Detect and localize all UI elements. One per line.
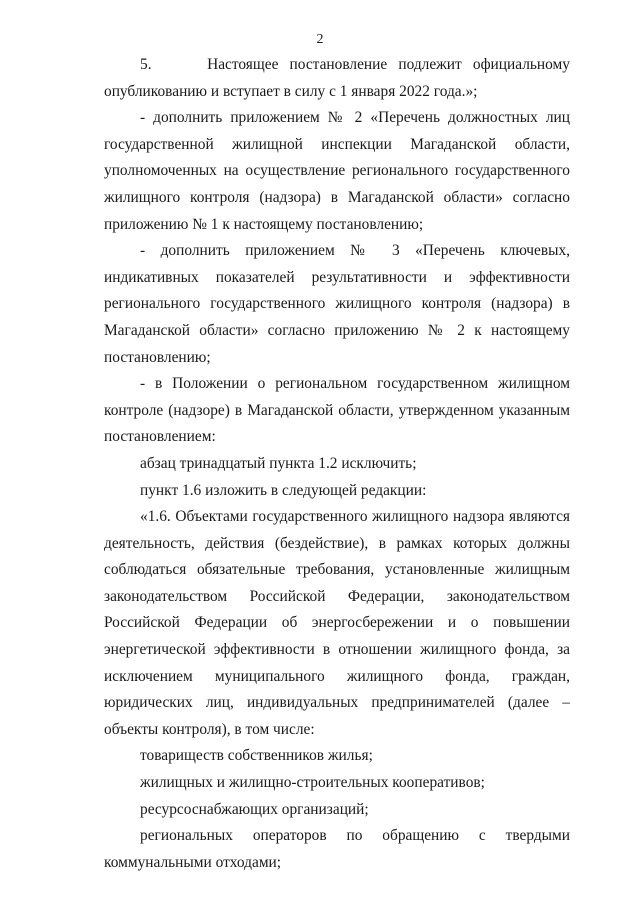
page-number: 2 (316, 32, 324, 47)
list-item-cooperatives: жилищных и жилищно-строительных кооперативов; (140, 774, 485, 792)
paragraph-appendix-2-addition: - дополнить приложением № 2 «Перечень должностных лиц государственной жилищной инспекции Магаданской области, уполномоченных на осуществление регионального государственного жилищного контроля (надзора) в Магаданской области» согласно приложению № 1 к настоящему постановлению; (104, 109, 570, 233)
document-body (104, 52, 570, 876)
paragraph-appendix-3-addition: - дополнить приложением № 3 «Перечень ключевых, индикативных показателей результативности и эффективности регионального государственного жилищного контроля (надзора) в Магаданской области» согласно приложению № 2 к настоящему постановлению; (104, 242, 570, 366)
list-item-hoa: товариществ собственников жилья; (140, 747, 373, 765)
paragraph-publication-clause: 5. Настоящее постановление подлежит официальному опубликованию и вступает в силу с 1 января 2022 года.»; (104, 56, 570, 100)
list-item-waste-operators: региональных операторов по обращению с твердыми коммунальными отходами; (104, 827, 570, 871)
paragraph-control-objects: «1.6. Объектами государственного жилищного надзора являются деятельность, действия (бездействие), в рамках которых должны соблюдаться обязательные требования, установленные жилищным законодательством Российской Федерации, законодательством Российской Федерации об энергосбережении и о повышении энергетической эффективности в отношении жилищного фонда, за исключением муниципального жилищного фонда, граждан, юридических лиц, индивидуальных предпринимателей (далее – объекты контроля), в том числе: (104, 508, 570, 738)
paragraph-new-wording: пункт 1.6 изложить в следующей редакции: (140, 481, 427, 499)
paragraph-regulation-amendment: - в Положении о региональном государственном жилищном контроле (надзоре) в Магаданской области, утвержденном указанным постановлением: (104, 375, 570, 446)
paragraph-exclude-clause: абзац тринадцатый пункта 1.2 исключить; (140, 454, 417, 472)
list-item-resource-organizations: ресурсоснабжающих организаций; (140, 800, 369, 818)
